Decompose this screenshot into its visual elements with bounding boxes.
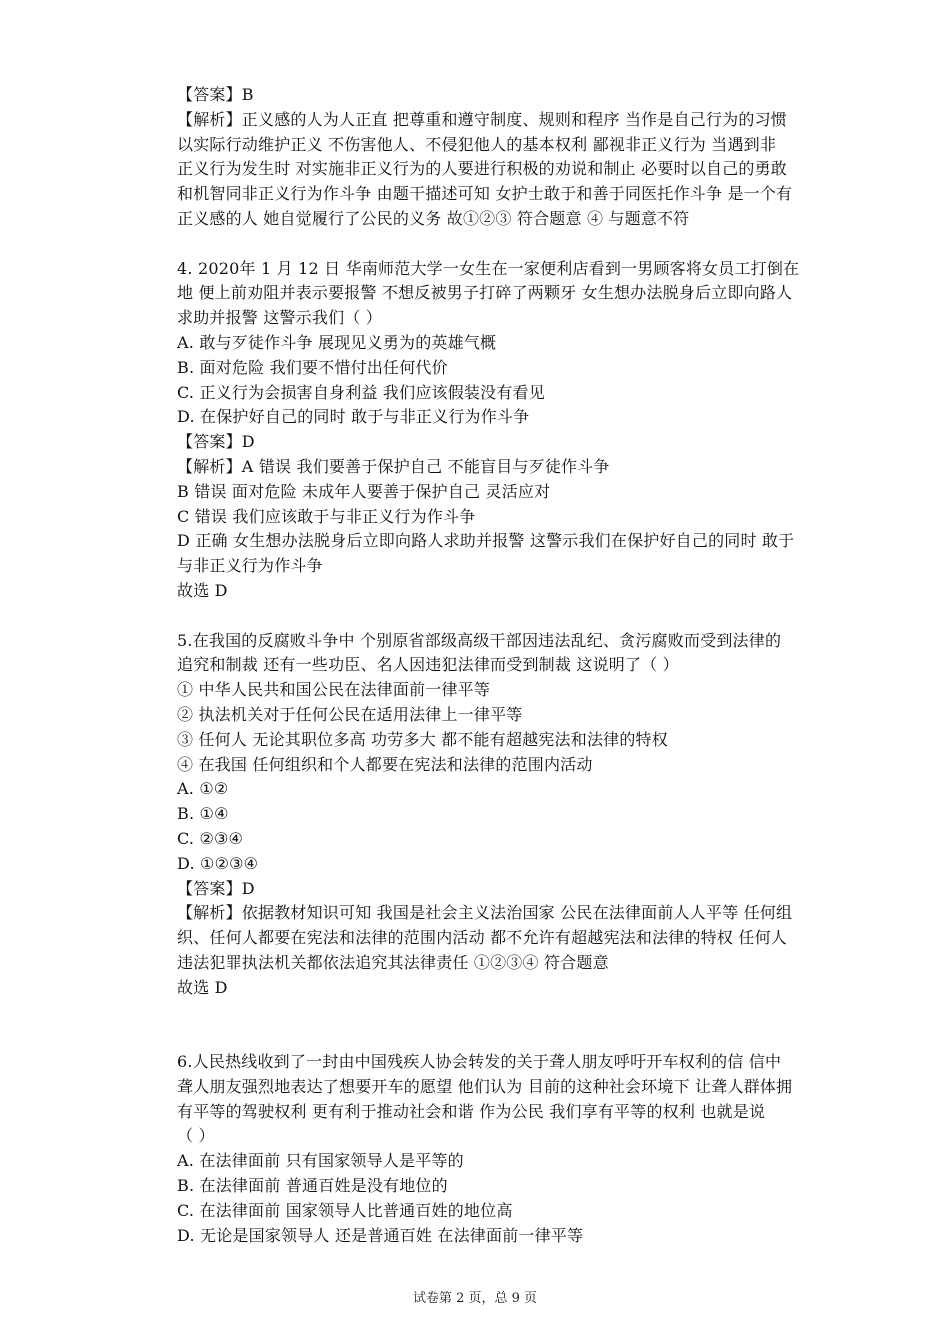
q5-statement: ② 执法机关对于任何公民在适用法律上一律平等 <box>177 704 523 724</box>
q3-analysis-line: 正义行为发生时 对实施非正义行为的人要进行积极的劝说和制止 必要时以自己的勇敢 <box>177 159 787 179</box>
q4-stem-line: 求助并报警 这警示我们（ ） <box>177 308 382 328</box>
exam-page-content <box>177 83 817 1248</box>
q5-analysis-line: 违法犯罪执法机关都依法追究其法律责任 ①②③④ 符合题意 <box>177 952 609 972</box>
q4-analysis-line: D 正确 女生想办法脱身后立即向路人求助并报警 这警示我们在保护好自己的同时 敢于 <box>177 531 795 551</box>
q6-stem-line: 有平等的驾驶权利 更有利于推动社会和谐 作为公民 我们享有平等的权利 也就是说 <box>177 1101 766 1121</box>
q4-analysis-line: B 错误 面对危险 未成年人要善于保护自己 灵活应对 <box>177 481 551 501</box>
q5-option-b: B. ①④ <box>177 804 229 824</box>
q5-stem-line: 追究和制裁 还有一些功臣、名人因违犯法律而受到制裁 这说明了（ ） <box>177 655 679 675</box>
q6-stem-line: （ ） <box>177 1126 215 1146</box>
q3-analysis-line: 和机智同非正义行为作斗争 由题干描述可知 女护士敢于和善于同医托作斗争 是一个有 <box>177 184 793 204</box>
q4-analysis-line: 故选 D <box>177 580 228 600</box>
q6-stem-line: 6.人民热线收到了一封由中国残疾人协会转发的关于聋人朋友呼吁开车权利的信 信中 <box>177 1052 782 1072</box>
q4-analysis-line: 与非正义行为作斗争 <box>177 556 323 576</box>
q5-option-c: C. ②③④ <box>177 828 244 848</box>
q4-analysis-line: C 错误 我们应该敢于与非正义行为作斗争 <box>177 506 476 526</box>
q5-analysis-line: 【解析】依据教材知识可知 我国是社会主义法治国家 公民在法律面前人人平等 任何组 <box>177 903 793 923</box>
q6-option-a: A. 在法律面前 只有国家领导人是平等的 <box>177 1151 464 1171</box>
spacer <box>177 604 817 629</box>
q3-answer: 【答案】B <box>177 85 254 104</box>
q4-option-c: C. 正义行为会损害自身利益 我们应该假装没有看见 <box>177 382 545 402</box>
q5-analysis-line: 故选 D <box>177 977 228 997</box>
q5-option-a: A. ①② <box>177 779 229 799</box>
q3-analysis-line: 正义感的人 她自觉履行了公民的义务 故①②③ 符合题意 ④ 与题意不符 <box>177 208 690 228</box>
q4-answer: 【答案】D <box>177 432 255 452</box>
spacer <box>177 1000 817 1050</box>
q5-analysis-line: 织、任何人都要在宪法和法律的范围内活动 都不允许有超越宪法和法律的特权 任何人 <box>177 928 787 948</box>
q4-option-d: D. 在保护好自己的同时 敢于与非正义行为作斗争 <box>177 407 530 427</box>
q3-answer-block <box>177 83 817 232</box>
q3-analysis-line: 以实际行动维护正义 不伤害他人、不侵犯他人的基本权利 鄙视非正义行为 当遇到非 <box>177 134 777 154</box>
spacer <box>177 232 817 257</box>
question-5 <box>177 629 817 1001</box>
question-6 <box>177 1050 817 1248</box>
q6-stem-line: 聋人朋友强烈地表达了想要开车的愿望 他们认为 目前的这种社会环境下 让聋人群体拥 <box>177 1076 793 1096</box>
q6-option-c: C. 在法律面前 国家领导人比普通百姓的地位高 <box>177 1200 513 1220</box>
q4-option-b: B. 面对危险 我们要不惜付出任何代价 <box>177 357 448 377</box>
q5-option-d: D. ①②③④ <box>177 853 259 873</box>
q5-statement: ① 中华人民共和国公民在法律面前一律平等 <box>177 680 491 700</box>
q5-statement: ③ 任何人 无论其职位多高 功劳多大 都不能有超越宪法和法律的特权 <box>177 729 668 749</box>
page-footer: 试卷第 2 页，总 9 页 <box>412 1291 538 1306</box>
q6-option-d: D. 无论是国家领导人 还是普通百姓 在法律面前一律平等 <box>177 1225 584 1245</box>
q4-option-a: A. 敢与歹徒作斗争 展现见义勇为的英雄气概 <box>177 332 497 352</box>
question-4 <box>177 257 817 604</box>
q5-answer: 【答案】D <box>177 878 255 898</box>
q4-stem-line: 地 便上前劝阻并表示要报警 不想反被男子打碎了两颗牙 女生想办法脱身后立即向路人 <box>177 283 793 303</box>
q5-stem-line: 5.在我国的反腐败斗争中 个别原省部级高级干部因违法乱纪、贪污腐败而受到法律的 <box>177 630 782 650</box>
q5-statement: ④ 在我国 任何组织和个人都要在宪法和法律的范围内活动 <box>177 754 593 774</box>
q4-stem-line: 4. 2020年 1 月 12 日 华南师范大学一女生在一家便利店看到一男顾客将女员工打倒在 <box>177 258 800 278</box>
q3-analysis-line: 【解析】正义感的人为人正直 把尊重和遵守制度、规则和程序 当作是自己行为的习惯 <box>177 109 787 129</box>
q6-option-b: B. 在法律面前 普通百姓是没有地位的 <box>177 1176 448 1196</box>
q4-analysis-line: 【解析】A 错误 我们要善于保护自己 不能盲目与歹徒作斗争 <box>177 456 610 476</box>
